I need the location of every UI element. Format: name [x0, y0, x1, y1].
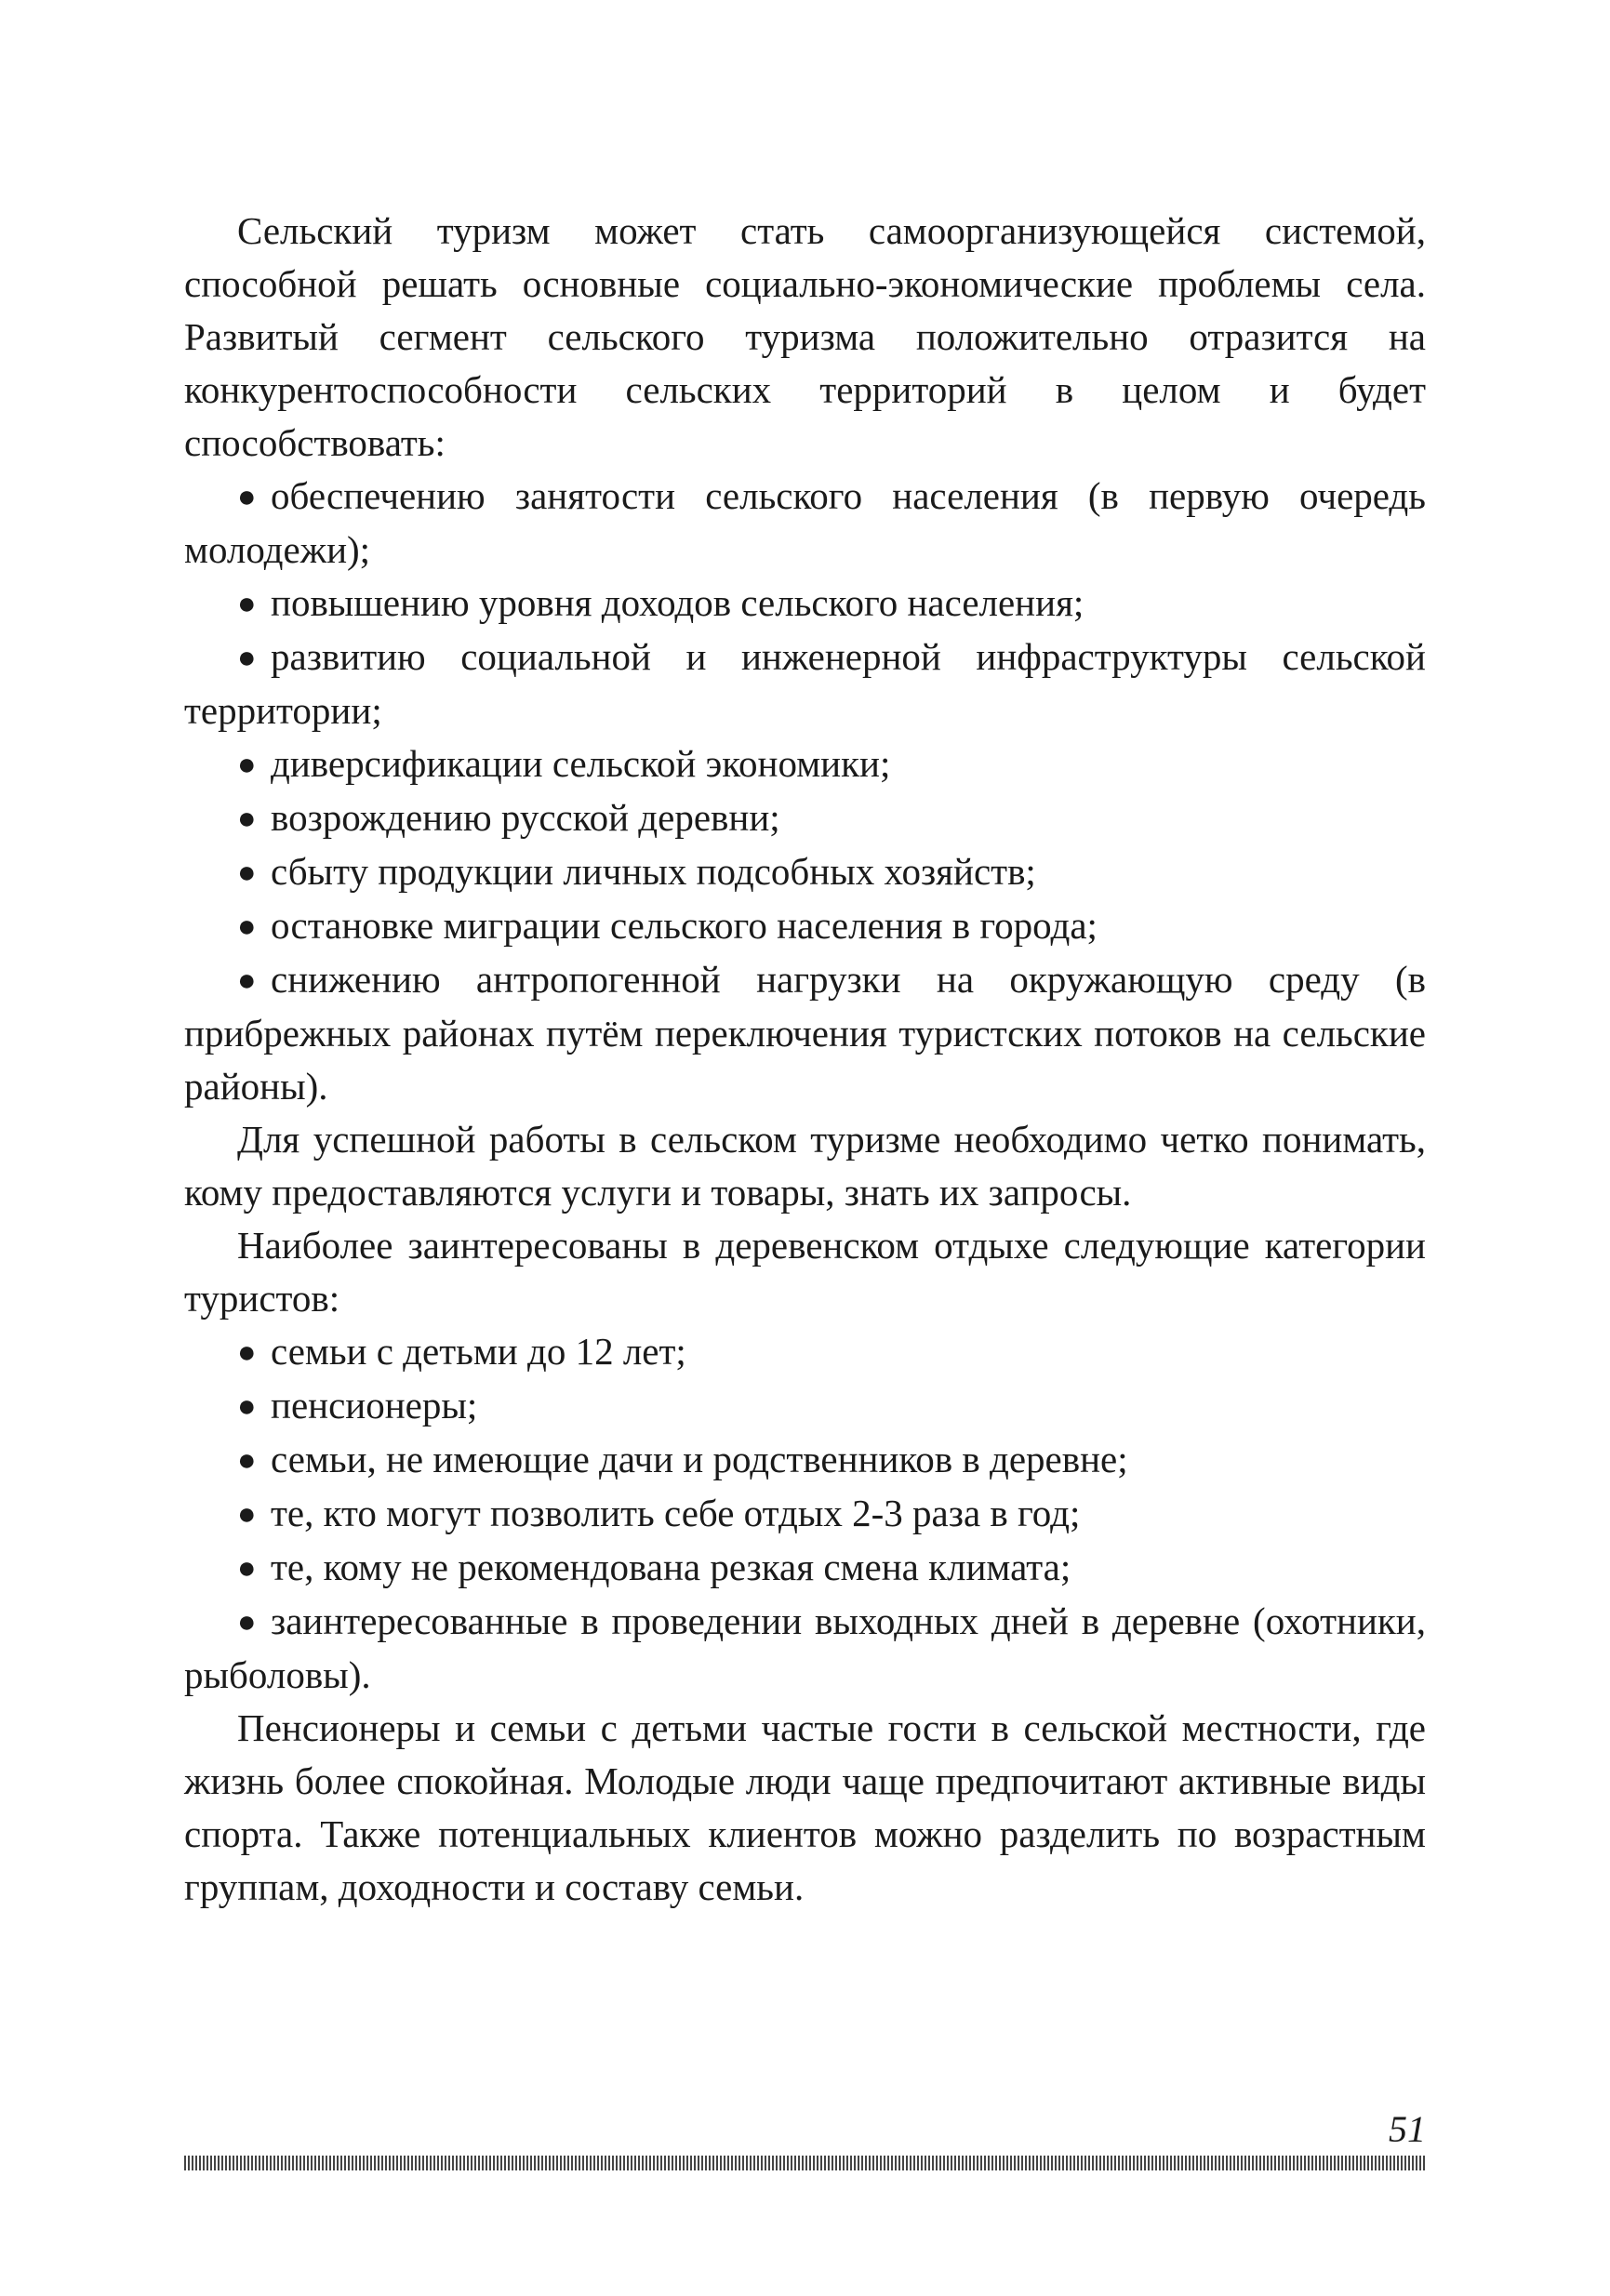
list-item: ● заинтересованные в проведении выходных дней в деревне (охотники, рыболовы). [184, 1595, 1426, 1702]
paragraph-intro: Сельский туризм может стать самоорганизующейся системой, способной решать основные социально-экономические проблемы села. Развитый сегмент сельского туризма положительно отразится на конкурентоспособности сельских территорий в целом и будет способствовать: [184, 209, 1426, 464]
list-item: ● сбыту продукции личных подсобных хозяйств; [184, 845, 1426, 899]
list-item: ● обеспечению занятости сельского населения (в первую очередь молодежи); [184, 470, 1426, 577]
list-item: ● семьи, не имеющие дачи и родственников в деревне; [184, 1433, 1426, 1487]
paragraph-conclusion: Пенсионеры и семьи с детьми частые гости в сельской местности, где жизнь более спокойная. Молодые люди чаще предпочитают активные виды спорта. Также потенциальных клиентов можно разделить по возрастным группам, доходности и составу семьи. [184, 1706, 1426, 1908]
list-item: ● повышению уровня доходов сельского населения; [184, 577, 1426, 630]
list-item: ● те, кто могут позволить себе отдых 2-3 раза в год; [184, 1487, 1426, 1541]
footer-rule [184, 2156, 1426, 2170]
list-item: ● развитию социальной и инженерной инфраструктуры сельской территории; [184, 630, 1426, 737]
list-item: ● возрождению русской деревни; [184, 791, 1426, 845]
list-item: ● семьи с детьми до 12 лет; [184, 1325, 1426, 1379]
list-item: ● пенсионеры; [184, 1379, 1426, 1433]
list-item: ● остановке миграции сельского населения в города; [184, 899, 1426, 953]
tourist-categories-list [184, 1325, 1426, 1702]
benefits-list [184, 470, 1426, 1113]
list-item: ● диверсификации сельской экономики; [184, 737, 1426, 791]
list-item: ● снижению антропогенной нагрузки на окружающую среду (в прибрежных районах путём переключения туристских потоков на сельские районы). [184, 953, 1426, 1113]
paragraph-success: Для успешной работы в сельском туризме необходимо четко понимать, кому предоставляются услуги и товары, знать их запросы. [184, 1118, 1426, 1214]
page-number: 51 [1389, 2108, 1426, 2150]
list-item: ● те, кому не рекомендована резкая смена климата; [184, 1541, 1426, 1595]
page-body [184, 205, 1426, 1914]
paragraph-categories-intro: Наиболее заинтересованы в деревенском отдыхе следующие категории туристов: [184, 1224, 1426, 1320]
